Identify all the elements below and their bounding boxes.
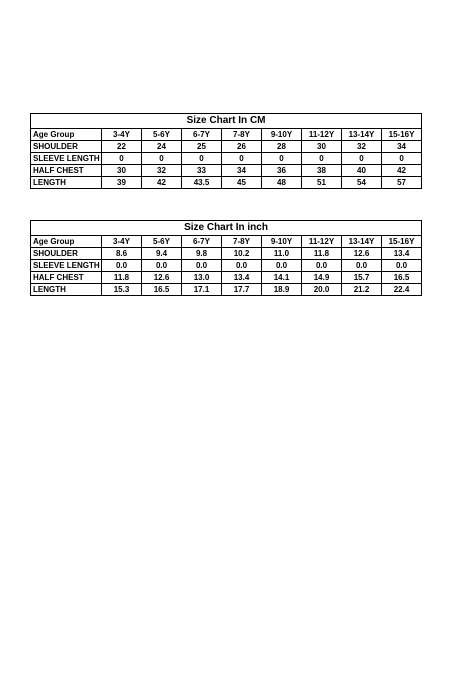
table-cell: 36 [262, 165, 302, 177]
table-cell: 0.0 [262, 260, 302, 272]
table-cell: 39 [102, 177, 142, 189]
size-chart-cm-table [30, 113, 422, 189]
table-cell: 0.0 [102, 260, 142, 272]
table-title: Size Chart In inch [31, 221, 422, 236]
column-header: 5-6Y [142, 236, 182, 248]
table-cell: 22.4 [382, 284, 422, 296]
table-cell: 0.0 [382, 260, 422, 272]
table-cell: 28 [262, 141, 302, 153]
table-cell: 26 [222, 141, 262, 153]
table-cell: 12.6 [142, 272, 182, 284]
table-cell: 8.6 [102, 248, 142, 260]
table-cell: 0 [222, 153, 262, 165]
table-row [31, 165, 422, 177]
column-header: 9-10Y [262, 236, 302, 248]
column-header: 15-16Y [382, 129, 422, 141]
column-header: 3-4Y [102, 236, 142, 248]
table-cell: 13.4 [382, 248, 422, 260]
table-cell: 10.2 [222, 248, 262, 260]
age-group-header: Age Group [31, 236, 102, 248]
column-header: 9-10Y [262, 129, 302, 141]
table-cell: 34 [222, 165, 262, 177]
table-cell: 21.2 [342, 284, 382, 296]
table-row [31, 248, 422, 260]
row-label: SLEEVE LENGTH [31, 153, 102, 165]
table-cell: 0 [182, 153, 222, 165]
table-cell: 34 [382, 141, 422, 153]
table-cell: 9.8 [182, 248, 222, 260]
row-label: LENGTH [31, 177, 102, 189]
table-cell: 30 [302, 141, 342, 153]
table-row [31, 153, 422, 165]
table-row [31, 141, 422, 153]
table-cell: 32 [342, 141, 382, 153]
table-title-row [31, 221, 422, 236]
table-cell: 30 [102, 165, 142, 177]
row-label: HALF CHEST [31, 165, 102, 177]
table-cell: 48 [262, 177, 302, 189]
column-header: 6-7Y [182, 129, 222, 141]
row-label: HALF CHEST [31, 272, 102, 284]
column-header: 13-14Y [342, 129, 382, 141]
table-cell: 16.5 [382, 272, 422, 284]
table-cell: 42 [382, 165, 422, 177]
column-header: 7-8Y [222, 129, 262, 141]
table-cell: 0.0 [142, 260, 182, 272]
header-row [31, 236, 422, 248]
table-cell: 0 [102, 153, 142, 165]
table-cell: 42 [142, 177, 182, 189]
table-cell: 13.0 [182, 272, 222, 284]
column-header: 5-6Y [142, 129, 182, 141]
table-cell: 0.0 [182, 260, 222, 272]
table-title: Size Chart In CM [31, 114, 422, 129]
table-cell: 17.7 [222, 284, 262, 296]
table-cell: 51 [302, 177, 342, 189]
table-cell: 40 [342, 165, 382, 177]
table-cell: 0 [342, 153, 382, 165]
header-row [31, 129, 422, 141]
column-header: 3-4Y [102, 129, 142, 141]
table-cell: 0.0 [342, 260, 382, 272]
size-chart-inch-table [30, 220, 422, 296]
table-cell: 54 [342, 177, 382, 189]
table-row [31, 272, 422, 284]
column-header: 13-14Y [342, 236, 382, 248]
table-cell: 17.1 [182, 284, 222, 296]
column-header: 11-12Y [302, 236, 342, 248]
table-cell: 43.5 [182, 177, 222, 189]
column-header: 7-8Y [222, 236, 262, 248]
table-cell: 0 [262, 153, 302, 165]
column-header: 6-7Y [182, 236, 222, 248]
column-header: 15-16Y [382, 236, 422, 248]
table-cell: 9.4 [142, 248, 182, 260]
table-row [31, 284, 422, 296]
table-cell: 0 [382, 153, 422, 165]
table-cell: 13.4 [222, 272, 262, 284]
table-cell: 11.8 [102, 272, 142, 284]
age-group-header: Age Group [31, 129, 102, 141]
table-cell: 20.0 [302, 284, 342, 296]
row-label: SHOULDER [31, 141, 102, 153]
table-cell: 15.7 [342, 272, 382, 284]
table-cell: 0 [302, 153, 342, 165]
table-cell: 24 [142, 141, 182, 153]
table-cell: 33 [182, 165, 222, 177]
table-cell: 14.9 [302, 272, 342, 284]
table-cell: 32 [142, 165, 182, 177]
table-cell: 14.1 [262, 272, 302, 284]
table-cell: 15.3 [102, 284, 142, 296]
row-label: SLEEVE LENGTH [31, 260, 102, 272]
table-cell: 0.0 [222, 260, 262, 272]
table-cell: 57 [382, 177, 422, 189]
column-header: 11-12Y [302, 129, 342, 141]
table-cell: 25 [182, 141, 222, 153]
table-cell: 22 [102, 141, 142, 153]
table-cell: 11.0 [262, 248, 302, 260]
row-label: SHOULDER [31, 248, 102, 260]
table-title-row [31, 114, 422, 129]
table-cell: 18.9 [262, 284, 302, 296]
table-cell: 0.0 [302, 260, 342, 272]
table-cell: 16.5 [142, 284, 182, 296]
row-label: LENGTH [31, 284, 102, 296]
table-cell: 45 [222, 177, 262, 189]
table-row [31, 260, 422, 272]
table-cell: 0 [142, 153, 182, 165]
table-row [31, 177, 422, 189]
table-cell: 38 [302, 165, 342, 177]
table-cell: 11.8 [302, 248, 342, 260]
table-cell: 12.6 [342, 248, 382, 260]
